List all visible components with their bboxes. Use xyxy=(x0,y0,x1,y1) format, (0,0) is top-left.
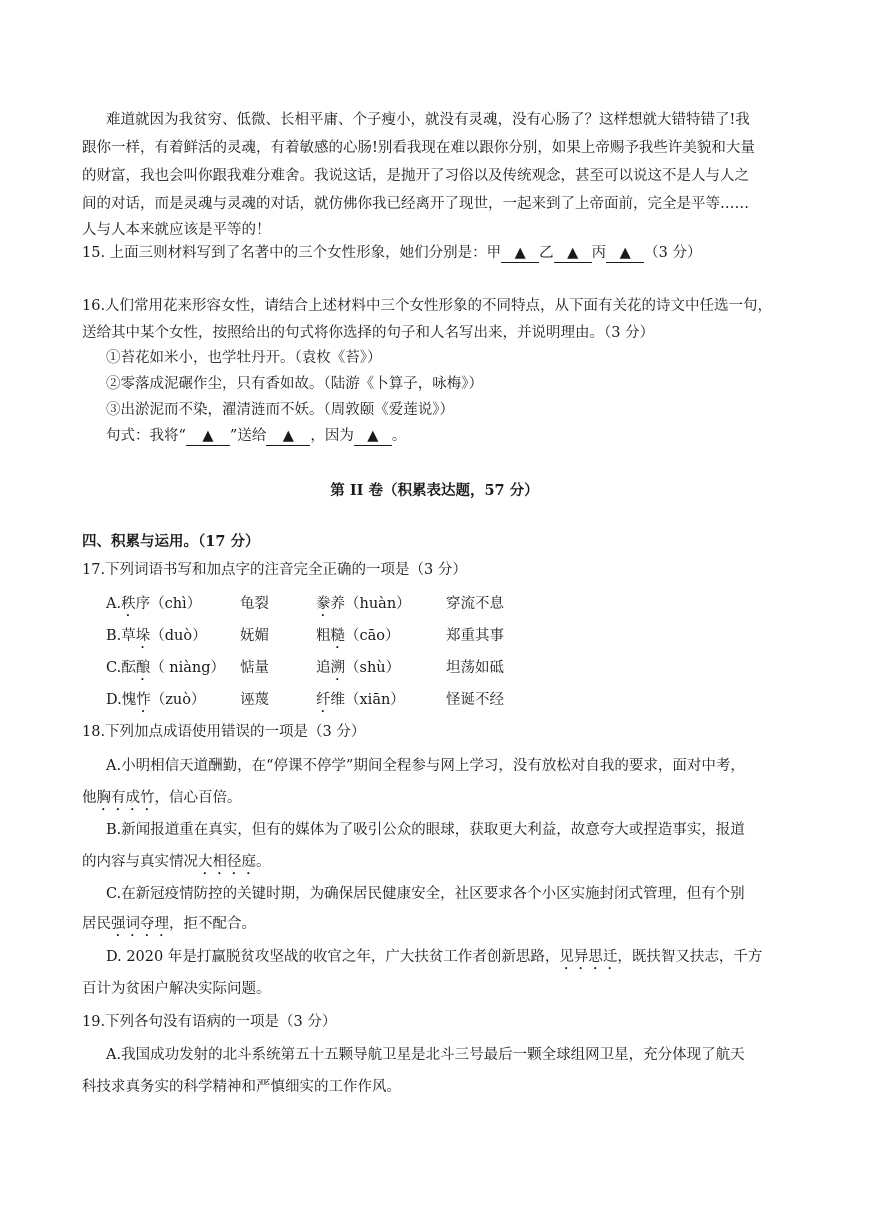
passage-line: 难道就因为我贫穷、低微、长相平庸、个子瘦小，就没有灵魂，没有心肠了？这样想就大错特错了!我 xyxy=(106,112,750,128)
answer-blank[interactable]: ▲ xyxy=(186,427,230,446)
dotted-idiom: 大相径庭 xyxy=(198,854,256,870)
section-title: 第 II 卷（积累表达题，57 分） xyxy=(330,482,539,499)
q18-option-a-cont: 他胸有成竹，信心百倍。 xyxy=(82,790,242,806)
option-word: 纤维（xiān） xyxy=(316,692,405,708)
option-word: D.愧怍（zuò） xyxy=(106,692,206,708)
q18-option-c-cont: 居民强词夺理，拒不配合。 xyxy=(82,916,256,932)
q18-option-d-cont: 百计为贫困户解决实际问题。 xyxy=(82,981,271,997)
q18-option-b[interactable]: B.新闻报道重在真实，但有的媒体为了吸引公众的眼球，获取更大利益，故意夸大或捏造事实，报道 xyxy=(106,822,745,838)
option-word: 郑重其事 xyxy=(446,628,504,644)
question-17-stem: 17.下列词语书写和加点字的注音完全正确的一项是（3 分） xyxy=(82,562,467,578)
q15-text: 丙 xyxy=(591,245,607,261)
part-title: 四、积累与运用。（17 分） xyxy=(82,533,260,550)
answer-format xyxy=(106,426,406,446)
passage-line: 间的对话，而是灵魂与灵魂的对话，就仿佛你我已经离开了现世，一起来到了上帝面前，完全是平等…… xyxy=(82,196,749,212)
answer-blank[interactable]: ▲ xyxy=(501,244,539,263)
poem-option: ②零落成泥碾作尘，只有香如故。（陆游《卜算子，咏梅》） xyxy=(106,376,483,392)
q19-option-a[interactable]: A.我国成功发射的北斗系统第五十五颗导航卫星是北斗三号最后一颗全球组网卫星，充分体现了航天 xyxy=(106,1047,745,1063)
passage-line: 人与人本来就应该是平等的！ xyxy=(82,222,271,238)
q18-option-b-cont: 的内容与真实情况大相径庭。 xyxy=(82,854,271,870)
format-text: ，因为 xyxy=(310,428,354,444)
option-word: C.酝酿（ niàng） xyxy=(106,660,226,676)
q18-option-c[interactable]: C.在新冠疫情防控的关键时期，为确保居民健康安全，社区要求各个小区实施封闭式管理，但有个别 xyxy=(106,886,745,902)
question-16-stem: 送给其中某个女性，按照给出的句式将你选择的句子和人名写出来，并说明理由。（3 分） xyxy=(82,325,655,341)
format-text: 句式：我将“ xyxy=(106,428,186,444)
option-word: 龟裂 xyxy=(240,596,269,612)
q19-option-a-cont: 科技求真务实的科学精神和严慎细实的工作作风。 xyxy=(82,1079,401,1095)
option-word: 粗糙（cāo） xyxy=(316,628,400,644)
option-word: B.草垛（duò） xyxy=(106,628,207,644)
option-word: 妩媚 xyxy=(240,628,269,644)
answer-blank[interactable]: ▲ xyxy=(554,244,592,263)
dotted-idiom: 强词夺理 xyxy=(111,916,169,932)
option-word: A.秩序（chì） xyxy=(106,596,202,612)
answer-blank[interactable]: ▲ xyxy=(354,427,392,446)
format-text: ”送给 xyxy=(229,428,267,444)
option-word: 坦荡如砥 xyxy=(446,660,504,676)
option-word: 诬蔑 xyxy=(240,692,269,708)
question-15 xyxy=(82,243,702,263)
passage-line: 的财富，我也会叫你跟我难分难舍。我说这话，是抛开了习俗以及传统观念，甚至可以说这不是人与人之 xyxy=(82,168,749,184)
answer-blank[interactable]: ▲ xyxy=(606,244,644,263)
q15-text: 15. 上面三则材料写到了名著中的三个女性形象，她们分别是：甲 xyxy=(82,245,502,261)
option-word: 惦量 xyxy=(240,660,269,676)
q15-score: （3 分） xyxy=(644,245,702,261)
q18-option-a[interactable]: A.小明相信天道酬勤，在“停课不停学”期间全程参与网上学习，没有放松对自我的要求，面对中考， xyxy=(106,758,745,774)
option-word: 穿流不息 xyxy=(446,596,504,612)
option-word: 怪诞不经 xyxy=(446,692,504,708)
answer-blank[interactable]: ▲ xyxy=(266,427,310,446)
option-word: 追溯（shù） xyxy=(316,660,401,676)
dotted-idiom: 胸有成竹 xyxy=(96,790,155,806)
format-text: 。 xyxy=(391,428,407,444)
question-18-stem: 18.下列加点成语使用错误的一项是（3 分） xyxy=(82,724,366,740)
q18-option-d[interactable]: D. 2020 年是打赢脱贫攻坚战的收官之年，广大扶贫工作者创新思路，见异思迁，既扶智又扶志，千方 xyxy=(106,949,763,965)
question-19-stem: 19.下列各句没有语病的一项是（3 分） xyxy=(82,1014,337,1030)
option-word: 豢养（huàn） xyxy=(316,596,411,612)
question-16-stem: 16.人们常用花来形容女性，请结合上述材料中三个女性形象的不同特点，从下面有关花的诗文中任选一句， xyxy=(82,298,773,314)
poem-option: ①苔花如米小，也学牡丹开。（袁枚《苔》） xyxy=(106,350,382,366)
dotted-idiom: 见异思迁 xyxy=(559,949,618,965)
passage-line: 跟你一样，有着鲜活的灵魂，有着敏感的心肠!别看我现在难以跟你分别，如果上帝赐予我些许美貌和大量 xyxy=(82,140,755,156)
q15-text: 乙 xyxy=(539,245,554,261)
poem-option: ③出淤泥而不染，濯清涟而不妖。（周敦颐《爱莲说》） xyxy=(106,402,454,418)
